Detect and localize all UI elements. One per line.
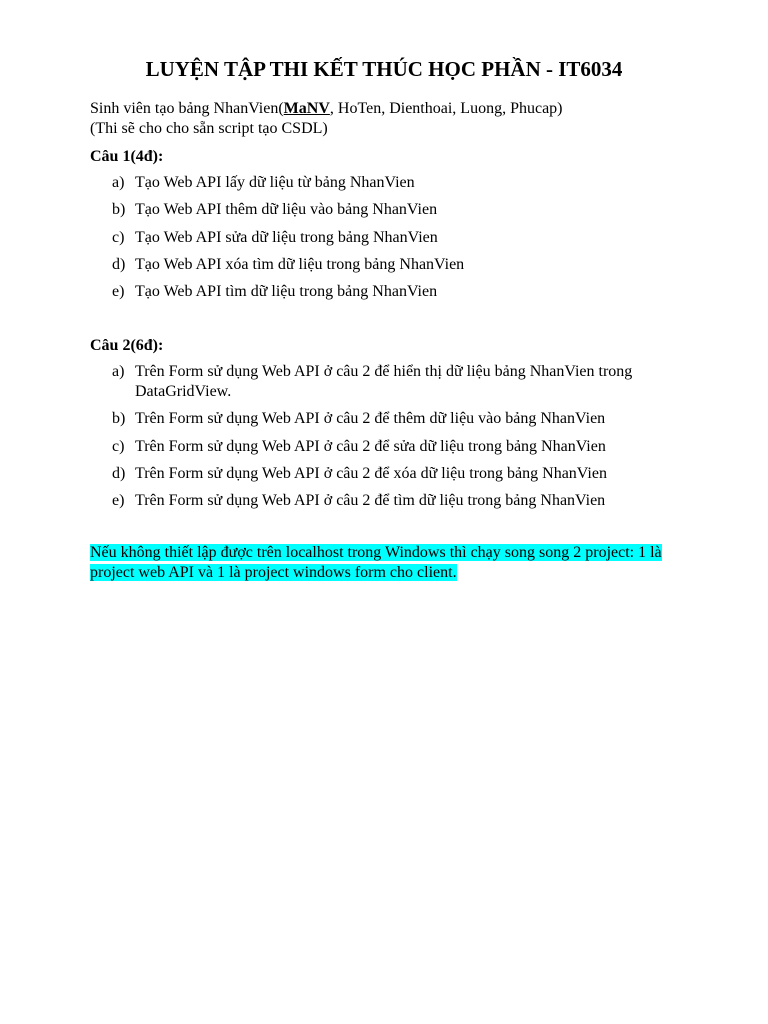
list-item — [112, 437, 672, 457]
list-item — [112, 464, 672, 484]
list-item-text: Tạo Web API xóa tìm dữ liệu trong bảng NhanVien — [135, 256, 465, 273]
list-item — [112, 491, 672, 511]
list-item-text: Trên Form sử dụng Web API ở câu 2 để hiển thị dữ liệu bảng NhanVien trong DataGridView. — [135, 363, 633, 400]
list-marker: c) — [112, 438, 125, 455]
list-marker: d) — [112, 256, 126, 273]
list-item-text: Trên Form sử dụng Web API ở câu 2 để tìm dữ liệu trong bảng NhanVien — [135, 492, 606, 509]
list-marker: b) — [112, 201, 126, 218]
list-marker: c) — [112, 229, 125, 246]
list-item — [112, 200, 672, 220]
list-item-text: Tạo Web API thêm dữ liệu vào bảng NhanVien — [135, 201, 438, 218]
list-item-text: Trên Form sử dụng Web API ở câu 2 để thêm dữ liệu vào bảng NhanVien — [135, 410, 606, 427]
list-marker: a) — [112, 174, 125, 191]
list-item-text: Trên Form sử dụng Web API ở câu 2 để xóa dữ liệu trong bảng NhanVien — [135, 465, 607, 482]
list-item — [112, 255, 672, 275]
list-marker: d) — [112, 465, 126, 482]
list-marker: b) — [112, 410, 126, 427]
list-marker: a) — [112, 363, 125, 380]
intro-line-2: (Thi sẽ cho cho sẵn script tạo CSDL) — [90, 120, 328, 137]
list-item — [112, 282, 672, 302]
list-item — [112, 173, 672, 193]
question-1-heading: Câu 1(4đ): — [90, 148, 164, 165]
intro-paragraph — [90, 99, 563, 139]
primary-key-label: MaNV — [283, 100, 330, 117]
intro-line-1-prefix: Sinh viên tạo bảng NhanVien( — [90, 100, 284, 117]
list-item-text: Tạo Web API lấy dữ liệu từ bảng NhanVien — [135, 174, 415, 191]
intro-line-1-suffix: , HoTen, Dienthoai, Luong, Phucap) — [329, 100, 563, 117]
list-item-text: Tạo Web API tìm dữ liệu trong bảng NhanVien — [135, 283, 438, 300]
list-marker: e) — [112, 492, 125, 509]
list-item-text: Tạo Web API sửa dữ liệu trong bảng NhanVien — [135, 229, 438, 246]
page-title: LUYỆN TẬP THI KẾT THÚC HỌC PHẦN - IT6034 — [145, 57, 623, 81]
list-item — [112, 409, 672, 429]
list-item — [112, 362, 652, 402]
question-2-heading: Câu 2(6đ): — [90, 337, 164, 354]
list-marker: e) — [112, 283, 125, 300]
list-item-text: Trên Form sử dụng Web API ở câu 2 để sửa dữ liệu trong bảng NhanVien — [135, 438, 606, 455]
highlighted-note — [90, 543, 690, 583]
note-highlight-text: Nếu không thiết lập được trên localhost trong Windows thì chạy song song 2 project: 1 là project web API và 1 là project windows form cho client. — [90, 544, 662, 581]
intro-line-1 — [90, 99, 563, 119]
list-item — [112, 228, 672, 248]
